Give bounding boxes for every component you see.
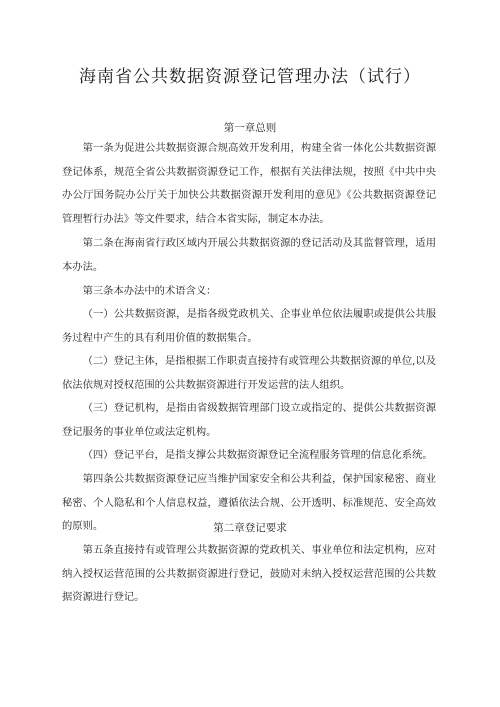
document-title: 海南省公共数据资源登记管理办法（试行）: [79, 67, 421, 87]
term-1-paragraph: （一）公共数据资源，是指各级党政机关、企事业单位依法履职或提供公共服务过程中产生的具有利用价值的数据集合。: [62, 308, 436, 344]
term-3-paragraph: （三）登记机构，是指由省级数据管理部门设立或指定的、提供公共数据资源登记服务的事业单位或法定机构。: [62, 402, 436, 438]
article-4-paragraph: 第四条公共数据资源登记应当维护国家安全和公共利益，保护国家秘密、商业秘密、个人隐私和个人信息权益，遵循依法合规、公开透明、标准规范、安全高效的原则。: [62, 473, 436, 533]
chapter-2-heading: 第二章登记要求: [213, 522, 287, 534]
article-2-paragraph: 第二条在海南省行政区域内开展公共数据资源的登记活动及其监督管理，适用本办法。: [62, 237, 436, 273]
article-1-paragraph: 第一条为促进公共数据资源合规高效开发利用，构建全省一体化公共数据资源登记体系，规范全省公共数据资源登记工作，根据有关法律法规，按照《中共中央办公厅国务院办公厅关于加快公共数据资源开发利用的意见》《公共数据资源登记管理暂行办法》等文件要求，结合本省实际，制定本办法。: [62, 142, 436, 225]
chapter-1-heading: 第一章总则: [223, 122, 277, 134]
term-4-paragraph: （四）登记平台，是指支撑公共数据资源登记全流程服务管理的信息化系统。: [82, 449, 433, 461]
term-2-paragraph: （二）登记主体，是指根据工作职责直接持有或管理公共数据资源的单位,以及依法依规对授权范围的公共数据资源进行开发运营的法人组织。: [62, 355, 436, 391]
article-5-paragraph: 第五条直接持有或管理公共数据资源的党政机关、事业单位和法定机构，应对纳入授权运营范围的公共数据资源进行登记，鼓励对未纳入授权运营范围的公共数据资源进行登记。: [62, 544, 436, 604]
article-3-paragraph: 第三条本办法中的术语含义：: [82, 285, 217, 297]
